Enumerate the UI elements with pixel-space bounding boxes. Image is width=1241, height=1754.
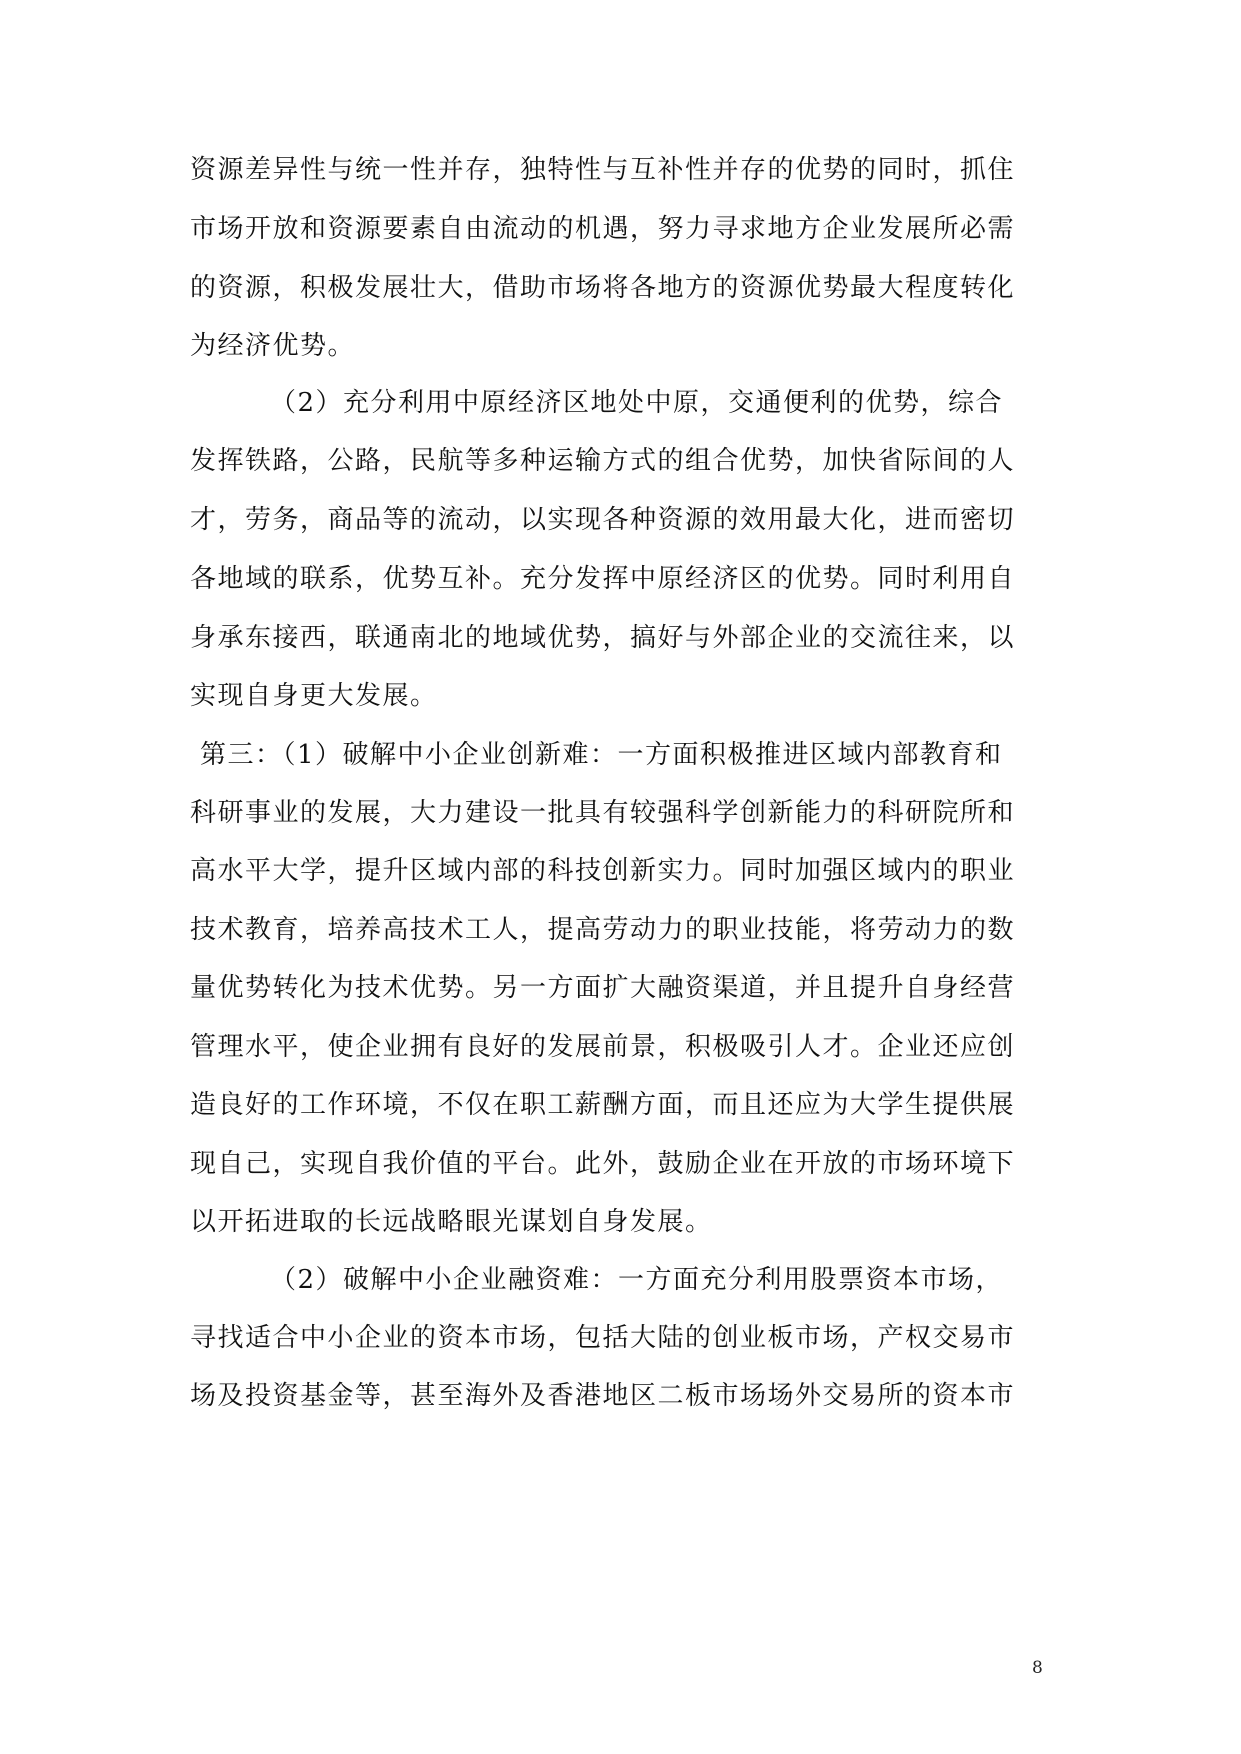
body-text-line: 才，劳务，商品等的流动，以实现各种资源的效用最大化，进而密切 <box>190 505 1016 535</box>
body-text-line: 科研事业的发展，大力建设一批具有较强科学创新能力的科研院所和 <box>190 798 1016 828</box>
body-text-line: 实现自身更大发展。 <box>190 681 438 711</box>
body-text-line: 高水平大学，提升区域内部的科技创新实力。同时加强区域内的职业 <box>190 856 1016 886</box>
body-text-line: 第三：（1）破解中小企业创新难：一方面积极推进区域内部教育和 <box>200 740 1003 770</box>
body-text-line: 发挥铁路，公路，民航等多种运输方式的组合优势，加快省际间的人 <box>190 446 1016 476</box>
body-text-line: 以开拓进取的长远战略眼光谋划自身发展。 <box>190 1207 713 1237</box>
body-text-line: 为经济优势。 <box>190 331 356 361</box>
body-text-line: 管理水平，使企业拥有良好的发展前景，积极吸引人才。企业还应创 <box>190 1032 1016 1062</box>
body-text-line: 造良好的工作环境，不仅在职工薪酬方面，而且还应为大学生提供展 <box>190 1090 1016 1120</box>
page-number: 8 <box>1032 1658 1043 1678</box>
body-text-line: 技术教育，培养高技术工人，提高劳动力的职业技能，将劳动力的数 <box>190 915 1016 945</box>
body-text-line: 场及投资基金等，甚至海外及香港地区二板市场场外交易所的资本市 <box>190 1381 1016 1411</box>
body-text-line: （2）破解中小企业融资难：一方面充分利用股票资本市场， <box>270 1265 1004 1295</box>
body-text-line: 各地域的联系，优势互补。充分发挥中原经济区的优势。同时利用自 <box>190 564 1016 594</box>
body-text-line: （2）充分利用中原经济区地处中原，交通便利的优势，综合 <box>270 388 1004 418</box>
body-text-line: 市场开放和资源要素自由流动的机遇，努力寻求地方企业发展所必需 <box>190 214 1016 244</box>
body-text-line: 现自己，实现自我价值的平台。此外，鼓励企业在开放的市场环境下 <box>190 1149 1016 1179</box>
body-text-line: 身承东接西，联通南北的地域优势，搞好与外部企业的交流往来，以 <box>190 623 1016 653</box>
body-text-line: 资源差异性与统一性并存，独特性与互补性并存的优势的同时，抓住 <box>190 155 1016 185</box>
body-text-line: 寻找适合中小企业的资本市场，包括大陆的创业板市场，产权交易市 <box>190 1323 1016 1353</box>
body-text-line: 的资源，积极发展壮大，借助市场将各地方的资源优势最大程度转化 <box>190 273 1016 303</box>
body-text-line: 量优势转化为技术优势。另一方面扩大融资渠道，并且提升自身经营 <box>190 973 1016 1003</box>
